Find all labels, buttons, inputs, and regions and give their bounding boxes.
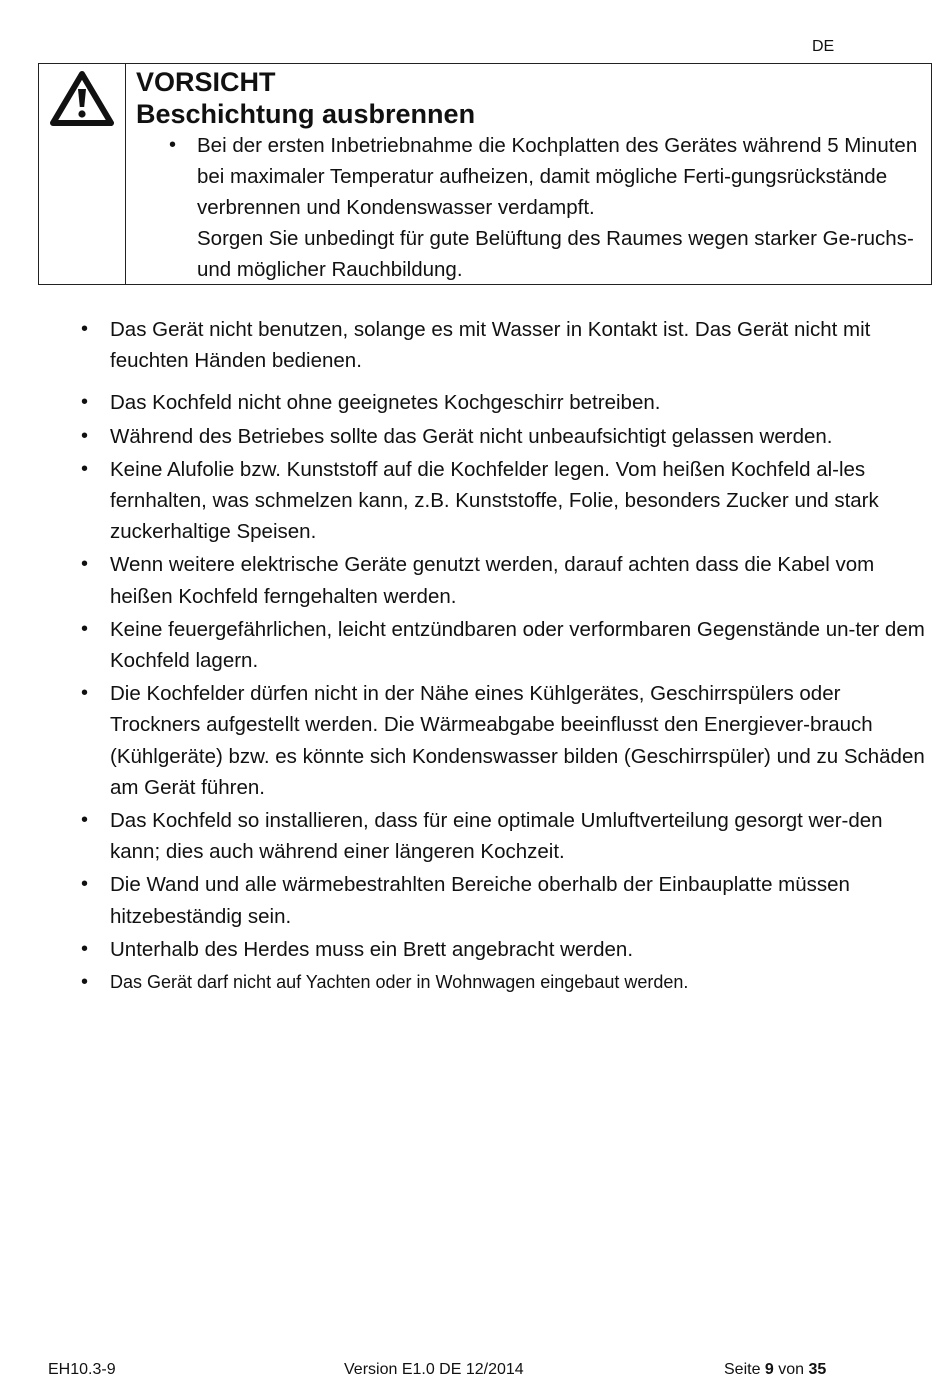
warning-paragraph-1: Bei der ersten Inbetriebnahme die Kochplatten des Gerätes während 5 Minuten bei maximaler Temperatur aufheizen, damit mögliche Ferti-gungsrückstände verbrennen und Kondenswasser verdampft. [197,134,918,219]
list-item: • Die Wand und alle wärmebestrahlten Bereiche oberhalb der Einbauplatte müssen hitzebeständig sein. [78,869,930,931]
page-total: 35 [808,1361,827,1378]
list-item: • Unterhalb des Herdes muss ein Brett angebracht werden. [78,934,930,965]
warning-divider [125,64,126,284]
warning-title-line2: Beschichtung ausbrennen [136,99,476,129]
list-item: • Das Gerät nicht benutzen, solange es mit Wasser in Kontakt ist. Das Gerät nicht mit feuchten Händen bedienen. [78,314,930,376]
warning-paragraph-2: Sorgen Sie unbedingt für gute Belüftung des Raumes wegen starker Ge-ruchs- und möglicher Rauchbildung. [197,227,914,281]
list-item: • Das Kochfeld nicht ohne geeignetes Kochgeschirr betreiben. [78,387,930,418]
list-item: • Das Gerät darf nicht auf Yachten oder in Wohnwagen eingebaut werden. [78,967,930,998]
warning-title-line1: VORSICHT [136,67,276,97]
list-item: • Die Kochfelder dürfen nicht in der Nähe eines Kühlgerätes, Geschirrspülers oder Trockners aufgestellt werden. Die Wärmeabgabe beeinflusst den Energiever-brauch (Kühlgeräte) bzw. es könnte sich Kondenswasser bilden (Geschirrspüler) und zu Schäden am Gerät führen. [78,678,930,803]
language-code: DE [812,38,835,55]
footer-page-number [724,1361,826,1379]
page-prefix: Seite [724,1361,761,1378]
page-separator: von [778,1361,805,1378]
page-current: 9 [764,1361,774,1378]
list-item: • Das Kochfeld so installieren, dass für eine optimale Umluftverteilung gesorgt wer-den kann; dies auch während einer längeren Kochzeit. [78,805,930,867]
footer-model: EH10.3-9 [48,1361,116,1378]
list-item: • Wenn weitere elektrische Geräte genutzt werden, darauf achten dass die Kabel vom heißen Kochfeld ferngehalten werden. [78,549,930,611]
list-item: • Während des Betriebes sollte das Gerät nicht unbeaufsichtigt gelassen werden. [78,421,930,452]
safety-list [78,314,930,1000]
warning-title [136,66,475,130]
footer-version: Version E1.0 DE 12/2014 [344,1361,524,1378]
warning-item [136,130,920,285]
warning-box [38,63,932,285]
list-item: • Keine Alufolie bzw. Kunststoff auf die Kochfelder legen. Vom heißen Kochfeld al-les fernhalten, was schmelzen kann, z.B. Kunststoffe, Folie, besonders Zucker und stark zuckerhaltige Speisen. [78,454,930,548]
warning-list [136,130,920,285]
warning-triangle-icon [50,70,114,126]
list-item: • Keine feuergefährlichen, leicht entzündbaren oder verformbaren Gegenstände un-ter dem Kochfeld lagern. [78,614,930,676]
